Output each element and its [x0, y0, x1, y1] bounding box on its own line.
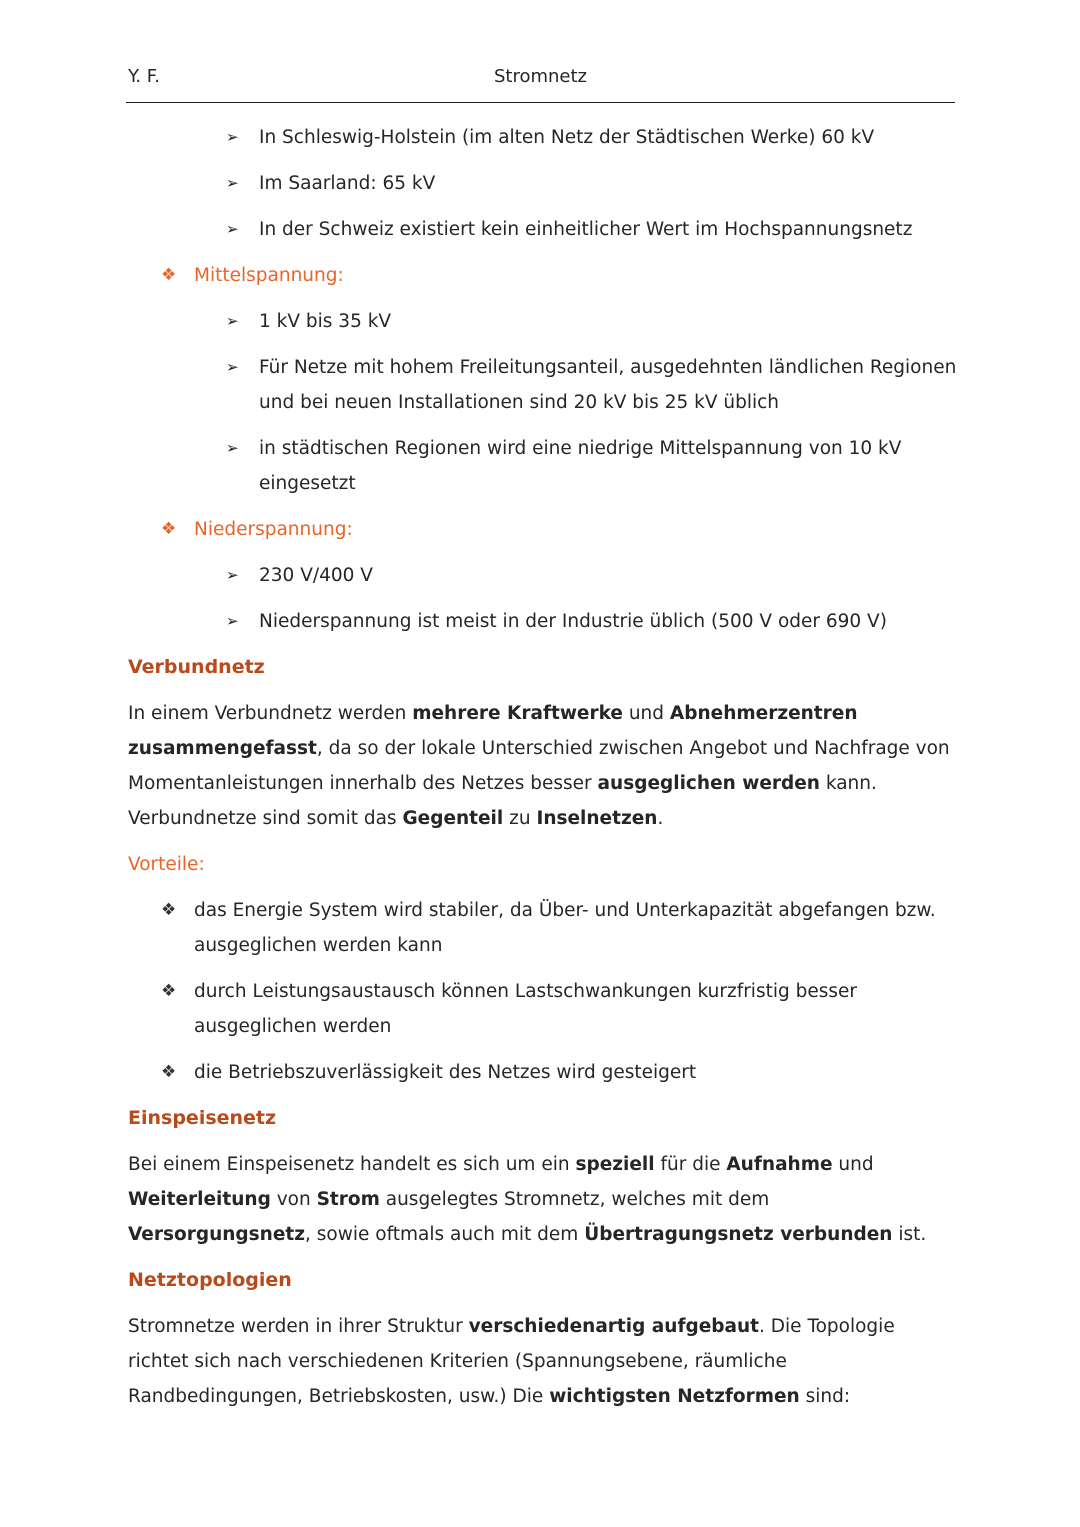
page-title: Stromnetz — [493, 66, 588, 87]
diamond-bullet-icon: ❖ — [161, 265, 177, 285]
list-item — [128, 212, 958, 247]
text-run: Stromnetze werden in ihrer Struktur — [128, 1316, 469, 1337]
bold-term: speziell — [575, 1154, 655, 1175]
bold-term: Versorgungsnetz — [128, 1224, 305, 1245]
list-item-text: durch Leistungsaustausch können Lastschwankungen kurzfristig besser ausgeglichen werden — [194, 981, 857, 1037]
text-run: , sowie oftmals auch mit dem — [305, 1224, 585, 1245]
text-run: zu — [503, 808, 537, 829]
bold-term: ausgeglichen werden — [597, 773, 820, 794]
vorteile-label: Vorteile: — [128, 854, 205, 875]
list-item-text: in städtischen Regionen wird eine niedrige Mittelspannung von 10 kV eingesetzt — [259, 438, 902, 494]
netztopologien-paragraph — [128, 1309, 958, 1414]
bold-term: Übertragungsnetz verbunden — [584, 1224, 893, 1245]
text-run: von — [270, 1189, 317, 1210]
list-item-text: das Energie System wird stabiler, da Über- und Unterkapazität abgefangen bzw. ausgeglichen werden kann — [194, 900, 936, 956]
diamond-bullet-icon: ❖ — [161, 981, 177, 1001]
bold-term: mehrere Kraftwerke — [412, 703, 623, 724]
bold-term: Aufnahme — [726, 1154, 833, 1175]
list-item — [128, 166, 958, 201]
list-item — [128, 1055, 958, 1090]
list-item-text: Für Netze mit hohem Freileitungsanteil, ausgedehnten ländlichen Regionen und bei neuen Installationen sind 20 kV bis 25 kV üblich — [259, 357, 957, 413]
heading-einspeisenetz: Einspeisenetz — [128, 1107, 277, 1129]
arrow-bullet-icon: ➢ — [226, 612, 239, 630]
niederspannung-label: Niederspannung: — [194, 519, 353, 540]
text-run: und — [622, 703, 670, 724]
text-run: ist. — [892, 1224, 927, 1245]
list-item-text: In Schleswig-Holstein (im alten Netz der Städtischen Werke) 60 kV — [259, 127, 875, 148]
bold-term: Abnehmerzentren zusammengefasst — [128, 703, 858, 759]
bold-term: verschiedenartig aufgebaut — [468, 1316, 760, 1337]
bold-term: Strom — [316, 1189, 380, 1210]
author-initials: Y. F. — [128, 66, 160, 87]
list-item-text: Niederspannung ist meist in der Industrie üblich (500 V oder 690 V) — [259, 611, 887, 632]
text-run: In einem Verbundnetz werden — [128, 703, 413, 724]
diamond-bullet-icon: ❖ — [161, 900, 177, 920]
list-item — [128, 974, 958, 1044]
einspeisenetz-paragraph — [128, 1147, 958, 1252]
section-mittelspannung — [128, 258, 958, 293]
list-item-text: 230 V/400 V — [259, 565, 373, 586]
list-item — [128, 893, 958, 963]
arrow-bullet-icon: ➢ — [226, 566, 239, 584]
bold-term: Weiterleitung — [128, 1189, 271, 1210]
list-item-text: Im Saarland: 65 kV — [259, 173, 436, 194]
bold-term: wichtigsten Netzformen — [549, 1386, 800, 1407]
heading-netztopologien: Netztopologien — [128, 1269, 292, 1291]
section-niederspannung — [128, 512, 958, 547]
list-item — [128, 604, 958, 639]
text-run: sind: — [799, 1386, 851, 1407]
diamond-bullet-icon: ❖ — [161, 1062, 177, 1082]
text-run: kann. Verbundnetze sind somit das — [128, 773, 877, 829]
verbundnetz-paragraph — [128, 696, 958, 836]
text-run: . Die Topologie richtet sich nach verschiedenen Kriterien (Spannungsebene, räumliche Randbedingungen, Betriebskosten, usw.) Die — [128, 1316, 895, 1407]
text-run: Bei einem Einspeisenetz handelt es sich um ein — [128, 1154, 576, 1175]
text-run: für die — [654, 1154, 727, 1175]
list-item-text: In der Schweiz existiert kein einheitlicher Wert im Hochspannungsnetz — [259, 219, 913, 240]
list-item — [128, 304, 958, 339]
page-header — [126, 64, 955, 103]
arrow-bullet-icon: ➢ — [226, 358, 239, 376]
list-item — [128, 350, 958, 420]
list-item-text: 1 kV bis 35 kV — [259, 311, 392, 332]
document-body — [128, 120, 958, 1425]
list-item — [128, 558, 958, 593]
text-run: und — [832, 1154, 874, 1175]
mittelspannung-label: Mittelspannung: — [194, 265, 344, 286]
text-run: . — [657, 808, 664, 829]
list-item — [128, 120, 958, 155]
list-item — [128, 431, 958, 501]
text-run: ausgelegtes Stromnetz, welches mit dem — [379, 1189, 770, 1210]
bold-term: Inselnetzen — [536, 808, 658, 829]
arrow-bullet-icon: ➢ — [226, 439, 239, 457]
arrow-bullet-icon: ➢ — [226, 312, 239, 330]
text-run: , da so der lokale Unterschied zwischen Angebot und Nachfrage von Momentanleistungen innerhalb des Netzes besser — [128, 738, 950, 794]
list-item-text: die Betriebszuverlässigkeit des Netzes wird gesteigert — [194, 1062, 697, 1083]
arrow-bullet-icon: ➢ — [226, 174, 239, 192]
arrow-bullet-icon: ➢ — [226, 220, 239, 238]
diamond-bullet-icon: ❖ — [161, 519, 177, 539]
arrow-bullet-icon: ➢ — [226, 128, 239, 146]
heading-verbundnetz: Verbundnetz — [128, 656, 265, 678]
bold-term: Gegenteil — [402, 808, 504, 829]
